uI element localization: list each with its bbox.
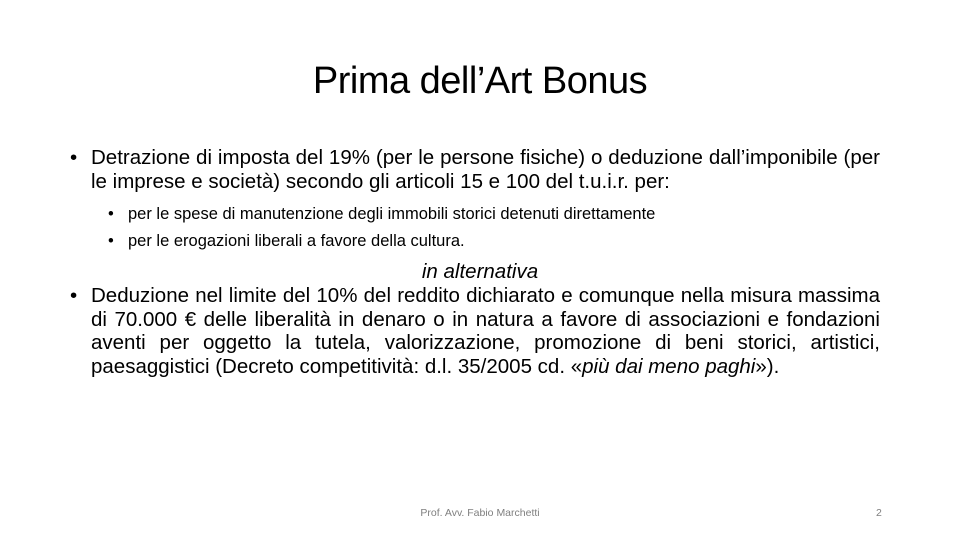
bullet-detrazione bbox=[70, 146, 880, 193]
bullet-dot: • bbox=[108, 205, 114, 224]
bullet-deduzione bbox=[70, 284, 880, 378]
slide-body bbox=[70, 146, 880, 379]
footer-author: Prof. Avv. Fabio Marchetti bbox=[420, 507, 540, 519]
alternative-label: in alternativa bbox=[421, 260, 539, 284]
sub-bullet-erogazioni bbox=[108, 228, 880, 255]
page-number: 2 bbox=[876, 507, 882, 519]
bullet-dot: • bbox=[70, 146, 78, 169]
bullet-text: Detrazione di imposta del 19% (per le persone fisiche) o deduzione dall’imponibile (per le imprese e società) secondo gli articoli 15 e 100 del t.u.i.r. per: bbox=[91, 146, 880, 193]
sub-bullet-list bbox=[70, 201, 880, 255]
sub-bullet-manutenzione bbox=[108, 201, 880, 228]
sub-bullet-text: per le erogazioni liberali a favore della cultura. bbox=[128, 232, 465, 251]
bullet-text-italic: più dai meno paghi bbox=[582, 354, 756, 378]
bullet-text-part1: Deduzione nel limite del 10% del reddito dichiarato e comunque nella misura massima di 70.000 € delle liberalità in denaro o in natura a favore di associazioni e fondazioni aventi per oggetto la tutela, valorizzazione, promozione di beni storici, artistici, paesaggistici (Decreto competitività: d.l. 35/2005 cd. « bbox=[91, 284, 880, 378]
sub-bullet-text: per le spese di manutenzione degli immobili storici detenuti direttamente bbox=[128, 205, 656, 224]
slide-title: Prima dell’Art Bonus bbox=[312, 60, 648, 102]
bullet-dot: • bbox=[108, 232, 114, 251]
bullet-dot: • bbox=[70, 284, 78, 308]
bullet-text-part2: »). bbox=[755, 354, 780, 378]
